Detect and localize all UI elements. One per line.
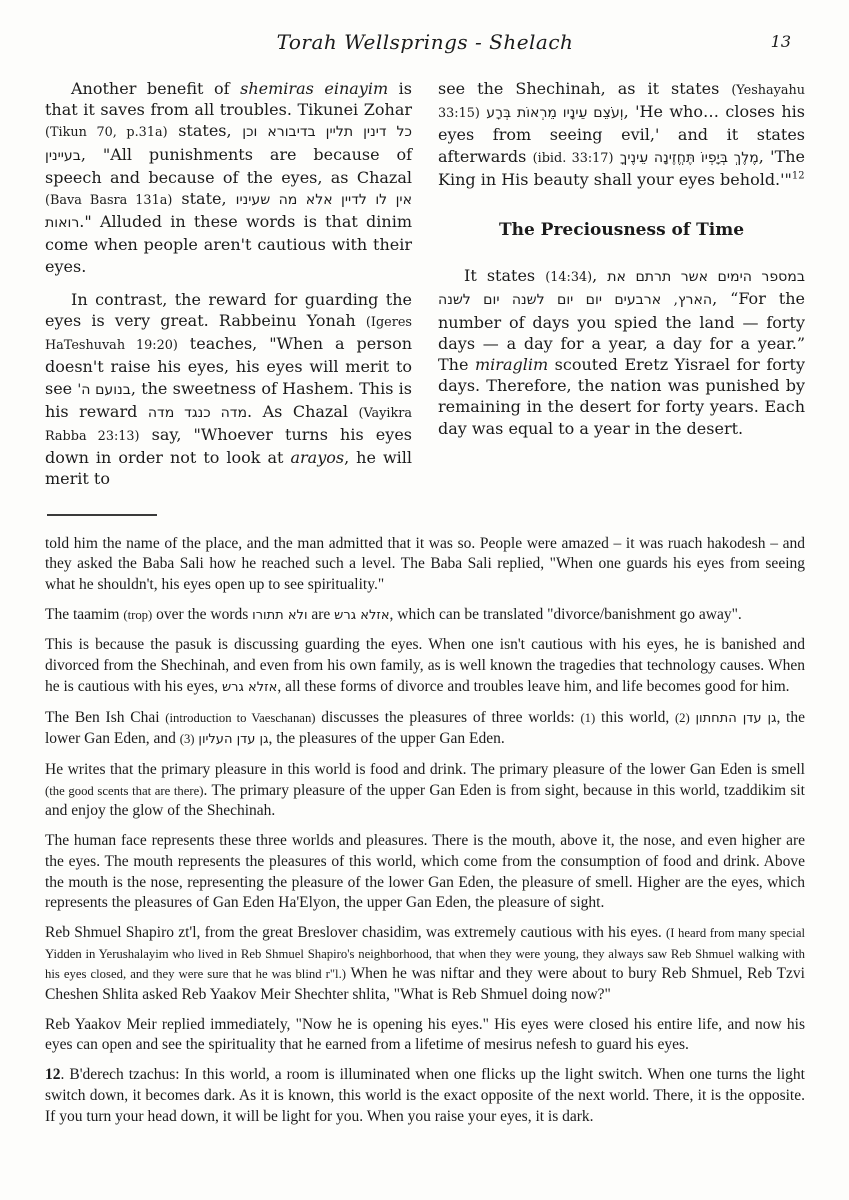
text-segment: , “For the number of days you spied the land — forty days — a day for a year, a day for a year.” The [438,289,805,375]
text-segment: arayos [290,448,345,468]
text-segment: say, "Whoever turns his eyes down in order not to look at [45,425,412,468]
hebrew-text: מֶלֶךְ בְּיָפְיוֹ תֶּחֱזֶינָה עֵינֶיךָ [619,149,759,166]
text-segment: over the words [152,605,253,623]
text-segment: It states [464,266,546,286]
text-segment: In contrast, the reward for guarding the eyes is very great. Rabbeinu Yonah [45,289,412,331]
text-segment: , the lower Gan Eden, and [45,708,805,748]
text-segment: , he will merit to [45,448,412,489]
hebrew-text: במספר הימים אשר תרתם את הארץ, ארבעים יום יום לשנה יום לשנה [438,269,805,309]
paragraph [45,1015,805,1056]
text-segment: The Ben Ish Chai [45,708,166,726]
text-segment: (Igeres HaTeshuvah 19:20) [45,315,412,354]
text-segment: The human face represents these three worlds and pleasures. There is the mouth, above it, the nose, and even higher are the eyes. The mouth represents the pleasures of this world, which come from the consumption of food and drink. Above the mouth is the nose, representing the pleasure of the lower Gan Eden, the pleasure of smell. Higher are the eyes, which represents the pleasures of Gan Eden Ha'Elyon, the upper Gan Eden, the pleasure of sight. [45,832,805,912]
main-text-columns [45,78,805,502]
text-segment: (trop) [123,607,153,622]
text-segment: states, [167,121,243,141]
text-segment: (the good scents that are there) [45,783,204,798]
text-segment: , 'He who… closes his eyes from seeing evil,' and it states afterwards [438,102,805,166]
hebrew-text: כל דינין תליין בדיבורא וכן בעיינין [45,124,413,164]
text-segment: 12 [45,1066,61,1084]
text-segment: see the Shechinah, as it states [438,79,732,98]
text-segment: are [307,605,335,623]
paragraph [45,760,805,822]
paragraph [45,923,805,1006]
paragraph [45,534,805,596]
section-heading: The Preciousness of Time [498,220,745,241]
text-segment: told him the name of the place, and the man admitted that it was so. People were amazed – it was ruach hakodesh – and they asked the Baba Sali how he reached such a level. The Baba Sali replied, "When one guards his eyes from seeing what he shouldn't, his eyes open up to see spirituality." [45,534,805,594]
text-segment: (3) [179,732,195,747]
page-title: Torah Wellsprings - Shelach [276,30,574,54]
text-segment: (14:34) [545,270,593,286]
paragraph [438,265,805,439]
hebrew-text: גן עדן העליון [198,732,269,748]
text-segment: discusses the pleasures of three worlds: [315,708,581,726]
hebrew-text: אזלא גרש [334,607,390,623]
footnotes-block [45,534,805,1128]
paragraph [45,708,805,751]
text-segment: teaches, "When a person doesn't raise his eyes, his eyes will merit to see [45,334,413,398]
text-segment: Reb Shmuel Shapiro zt'l, from the great Breslover chasidim, was extremely cautious with his eyes. [45,923,667,941]
page-number: 13 [770,32,791,51]
text-segment: The taamim [45,605,124,623]
text-segment: (introduction to Vaeschanan) [165,710,316,725]
text-segment: , the sweetness of Hashem. This is his reward [45,378,412,421]
left-column [45,78,412,502]
text-segment: (2) [674,710,690,725]
paragraph [45,831,805,914]
hebrew-text: ולא תתורו [252,607,308,623]
paragraph [438,78,805,190]
text-segment: He writes that the primary pleasure in this world is food and drink. The primary pleasure of the lower Gan Eden is smell [45,760,805,778]
hebrew-text: אזלא גרש [221,679,278,695]
text-segment: 12 [791,170,805,182]
text-segment: (Vayikra Rabba 23:13) [45,405,412,445]
text-segment: , which can be translated "divorce/banishment go away". [389,605,742,623]
text-segment: (Bava Basra 131a) [45,193,173,209]
footnote-separator-rule [47,514,157,516]
hebrew-text: אין לו לדיין אלא מה שעיניו רואות [45,192,412,232]
text-segment: state, [172,189,236,209]
text-segment: This is because the pasuk is discussing guarding the eyes. When one isn't cautious with his eyes, he is banished and divorced from the Shechinah, and even from his own family, as is well known the tragedies that technology causes. When he is cautious with his eyes, [45,636,805,695]
text-segment: (1) [580,710,596,725]
text-segment: miraglim [475,355,549,375]
text-segment: Reb Yaakov Meir replied immediately, "Now he is opening his eyes." His eyes were closed his entire life, and now his eyes can open and see the spirituality that he earned from a lifetime of mesirus nefesh to guard his eyes. [45,1015,805,1054]
right-column-top [438,78,805,190]
paragraph [45,1065,805,1127]
paragraph [45,78,412,277]
text-segment: this world, [595,708,675,726]
text-segment: (Yeshayahu 33:15) [438,83,805,122]
hebrew-text: וְעֹצֵם עֵינָיו מֵרְאוֹת בְּרָע [486,105,624,122]
text-segment: . As Chazal [247,401,359,421]
hebrew-text: מדה כנגד מדה [147,404,248,421]
text-segment: (Tikun 70, p.31a) [45,125,168,141]
text-segment: , [592,266,608,286]
text-segment: , 'The King in His beauty shall your eyes behold.'" [438,146,806,189]
text-segment: When he was niftar and they were about to bury Reb Shmuel, Reb Tzvi Cheshen Shlita asked Reb Yaakov Meir Shechter shlita, "What is Reb Shmuel doing now?" [45,965,805,1004]
right-column [438,78,805,502]
text-segment: shemiras einayim [240,79,389,98]
text-segment: , the pleasures of the upper Gan Eden. [268,730,505,748]
right-column-bottom [438,265,805,439]
hebrew-text: גן עדן התחתון [695,710,777,726]
text-segment: ." Alluded in these words is that dinim come when people aren't cautious with their eyes. [45,212,412,276]
text-segment: (ibid. 33:17) [532,150,614,166]
text-segment: . B'derech tzachus: In this world, a room is illuminated when one flicks up the light switch. When one turns the light switch down, it becomes dark. As it is known, this world is the exact opposite of the next world. There, it is the opposite. If you turn your head down, it will be light for you. When you raise your eyes, it is dark. [45,1066,805,1125]
page-header [45,30,805,60]
hebrew-text: בנועם ה' [77,381,131,398]
text-segment: . The primary pleasure of the upper Gan Eden is from sight, because in this world, tzaddikim sit and enjoy the glow of the Shechinah. [45,781,805,820]
text-segment: , all these forms of divorce and troubles leave him, and life becomes good for him. [277,677,790,695]
text-segment: , "All punishments are because of speech and because of the eyes, as Chazal [45,144,412,187]
text-segment: Another benefit of [71,79,241,98]
paragraph [45,635,805,698]
paragraph [45,605,805,627]
text-segment: (I heard from many special Yidden in Yerushalayim who lived in Reb Shmuel Shapiro's neighborhood, that when they were young, they always saw Reb Shmuel walking with his eyes closed, and they were sure that he was blind r"l.) [45,925,805,982]
text-segment: scouted Eretz Yisrael for forty days. Therefore, the nation was punished by remaining in the desert for forty years. Each day was equal to a year in the desert. [438,355,806,438]
paragraph [45,289,412,490]
text-segment: is that it saves from all troubles. Tikunei Zohar [45,79,413,120]
